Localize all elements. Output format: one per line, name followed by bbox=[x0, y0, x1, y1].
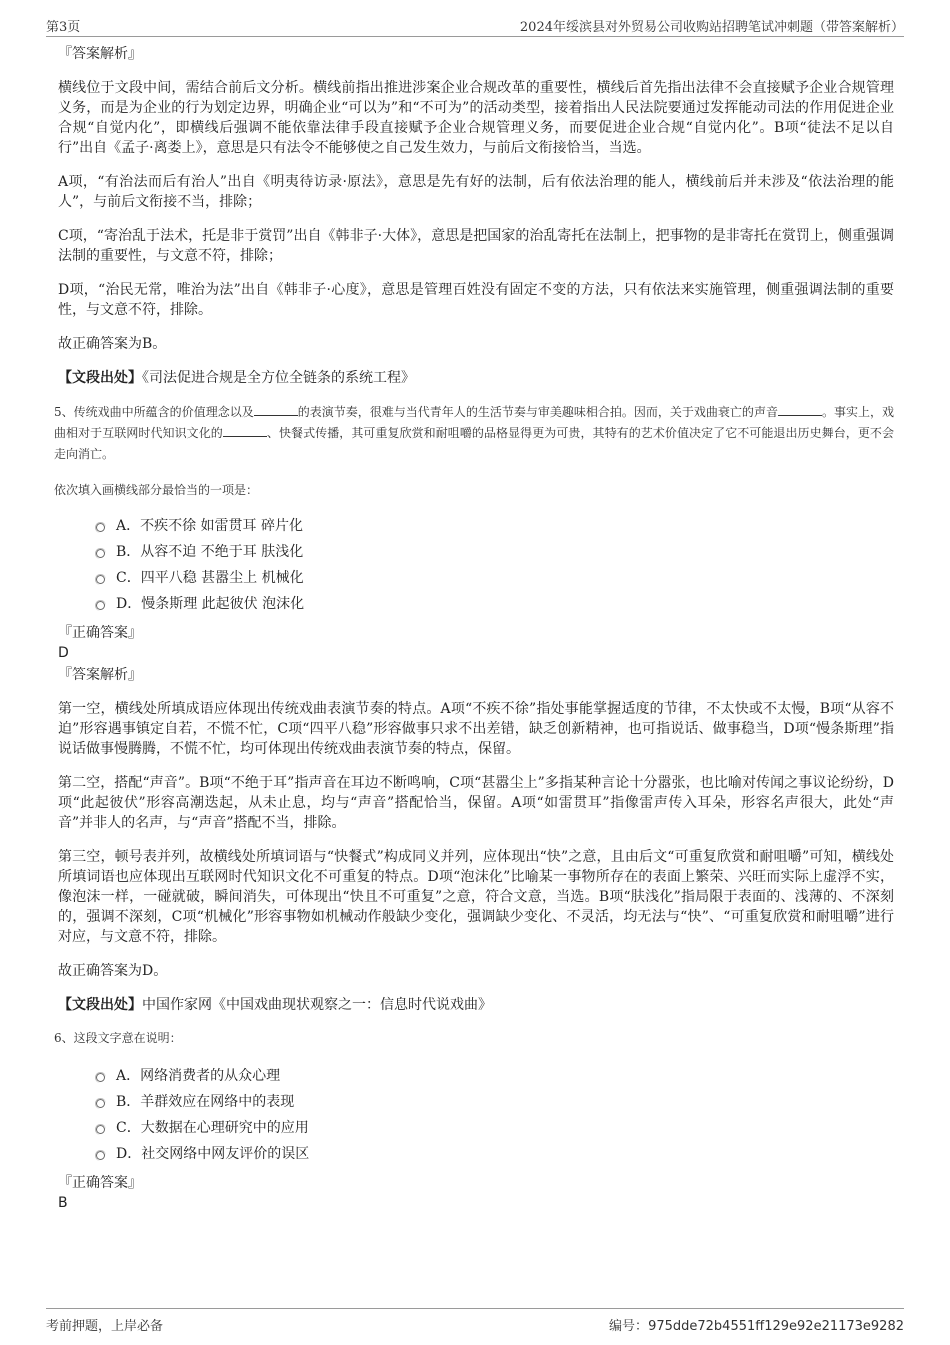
q5-option-b[interactable]: B．从容不迫 不绝于耳 肤浅化 bbox=[96, 539, 894, 565]
radio-icon[interactable] bbox=[96, 1125, 105, 1134]
blank-line bbox=[223, 423, 267, 437]
q5-option-c[interactable]: C．四平八稳 甚嚣尘上 机械化 bbox=[96, 565, 894, 591]
footer-code bbox=[609, 1315, 904, 1334]
q5-analysis-label: 『答案解析』 bbox=[58, 667, 142, 683]
page-footer bbox=[46, 1308, 904, 1334]
q4-analysis-paragraph: A项，“有治法而后有治人”出自《明夷待访录·原法》，意思是先有好的法制，后有依法治理的能人，横线前后并未涉及“依法治理的能人”，与前后文衔接不当，排除； bbox=[58, 174, 894, 210]
q6-option-b[interactable]: B．羊群效应在网络中的表现 bbox=[96, 1089, 894, 1115]
radio-icon[interactable] bbox=[96, 1073, 105, 1082]
q4-analysis-paragraph: C项，“寄治乱于法术，托是非于赏罚”出自《韩非子·大体》，意思是把国家的治乱寄托在法制上，把事物的是非寄托在赏罚上，侧重强调法制的重要性，与文意不符，排除； bbox=[58, 228, 894, 264]
q5-option-a[interactable]: A．不疾不徐 如雷贯耳 碎片化 bbox=[96, 513, 894, 539]
q4-analysis-label: 『答案解析』 bbox=[58, 46, 142, 62]
page-header bbox=[46, 10, 904, 37]
q6-stem: 6、这段文字意在说明： bbox=[54, 1031, 182, 1045]
radio-icon[interactable] bbox=[96, 1151, 105, 1160]
q4-analysis-paragraph: 横线位于文段中间，需结合前后文分析。横线前指出推进涉案企业合规改革的重要性，横线后首先指出法律不会直接赋予企业合规管理义务，而是为企业的行为划定边界，明确企业“可以为”和“不可为”的活动类型，接着指出人民法院要通过发挥能动司法的作用促进企业合规“自觉内化”，即横线后强调不能依靠法律手段直接赋予企业合规管理义务，而要促进企业合规“自觉内化”。B项“徒法不足以自行”出自《孟子·离娄上》，意思是只有法令不能够使之自己发生效力，与前后文衔接恰当，当选。 bbox=[58, 80, 894, 156]
q5-option-d[interactable]: D．慢条斯理 此起彼伏 泡沫化 bbox=[96, 591, 894, 617]
q5-analysis-paragraph: 第一空，横线处所填成语应体现出传统戏曲表演节奏的特点。A项“不疾不徐”指处事能掌握适度的节律，不太快或不太慢，B项“从容不迫”形容遇事镇定自若，不慌不忙，C项“四平八稳”形容做事只求不出差错，缺乏创新精神，也可指说话、做事稳当，D项“慢条斯理”指说话做事慢腾腾，不慌不忙，均可体现出传统戏曲表演节奏的特点，保留。 bbox=[58, 701, 894, 757]
blank-line bbox=[778, 402, 822, 416]
q5-conclusion: 故正确答案为D。 bbox=[58, 963, 168, 979]
q5-options bbox=[96, 513, 894, 617]
q5-answer: D bbox=[58, 645, 69, 661]
q5-answer-label: 『正确答案』 bbox=[58, 625, 142, 641]
radio-icon[interactable] bbox=[96, 575, 105, 584]
q5-source bbox=[58, 995, 894, 1015]
q5-stem: 5、传统戏曲中所蕴含的价值理念以及 的表演节奏，很难与当代青年人的生活节奏与审美趣味相合拍。因而，关于戏曲衰亡的声音 。事实上，戏曲相对于互联网时代知识文化的 、快餐式传播，其可重复欣赏和耐咀嚼的品格显得更为可贵，其特有的艺术价值决定了它不可能退出历史舞台，更不会走向消亡。 bbox=[54, 402, 894, 465]
footer-slogan: 考前押题，上岸必备 bbox=[46, 1319, 164, 1334]
blank-line bbox=[254, 402, 298, 416]
q6-options bbox=[96, 1063, 894, 1167]
radio-icon[interactable] bbox=[96, 1099, 105, 1108]
q5-source-text: 中国作家网《中国戏曲现状观察之一：信息时代说戏曲》 bbox=[142, 997, 492, 1013]
footer-code-label: 编号： bbox=[609, 1319, 649, 1334]
q5-analysis-paragraph: 第二空，搭配“声音”。B项“不绝于耳”指声音在耳边不断鸣响，C项“甚嚣尘上”多指某种言论十分嚣张，也比喻对传闻之事议论纷纷，D项“此起彼伏”形容高潮迭起，从未止息，均与“声音”搭配恰当，保留。A项“如雷贯耳”指像雷声传入耳朵，形容名声很大，此处“声音”并非人的名声，与“声音”搭配不当，排除。 bbox=[58, 775, 894, 831]
footer-code-value: 975dde72b4551ff129e92e21173e9282 bbox=[648, 1319, 904, 1334]
q6-option-c[interactable]: C．大数据在心理研究中的应用 bbox=[96, 1115, 894, 1141]
q4-conclusion: 故正确答案为B。 bbox=[58, 336, 167, 352]
q4-source-text: 《司法促进合规是全方位全链条的系统工程》 bbox=[142, 370, 415, 386]
q5-prompt: 依次填入画横线部分最恰当的一项是： bbox=[54, 483, 259, 497]
page-number: 第3页 bbox=[46, 20, 81, 35]
q6-answer: B bbox=[58, 1195, 68, 1211]
q5-source-prefix: 【文段出处】 bbox=[58, 997, 142, 1013]
q4-analysis-paragraph: D项，“治民无常，唯治为法”出自《韩非子·心度》，意思是管理百姓没有固定不变的方法，只有依法来实施管理，侧重强调法制的重要性，与文意不符，排除。 bbox=[58, 282, 894, 318]
q6-answer-label: 『正确答案』 bbox=[58, 1175, 142, 1191]
q4-source bbox=[58, 368, 894, 388]
radio-icon[interactable] bbox=[96, 549, 105, 558]
q5-analysis-paragraph: 第三空，顿号表并列，故横线处所填词语与“快餐式”构成同义并列，应体现出“快”之意，且由后文“可重复欣赏和耐咀嚼”可知，横线处所填词语也应体现出互联网时代知识文化不可重复的特点。D项“泡沫化”比喻某一事物所存在的表面上繁荣、兴旺而实际上虚浮不实，像泡沫一样，一碰就破，瞬间消失，可体现出“快且不可重复”之意，符合文意，当选。B项“肤浅化”指局限于表面的、浅薄的、不深刻的，强调不深刻，C项“机械化”形容事物如机械动作般缺少变化，强调缺少变化、不灵活，均无法与“快”、“可重复欣赏和耐咀嚼”进行对应，与文意不符，排除。 bbox=[58, 849, 894, 945]
q6-option-a[interactable]: A．网络消费者的从众心理 bbox=[96, 1063, 894, 1089]
radio-icon[interactable] bbox=[96, 523, 105, 532]
q6-option-d[interactable]: D．社交网络中网友评价的误区 bbox=[96, 1141, 894, 1167]
document-title: 2024年绥滨县对外贸易公司收购站招聘笔试冲刺题（带答案解析） bbox=[519, 20, 904, 35]
radio-icon[interactable] bbox=[96, 601, 105, 610]
q4-source-prefix: 【文段出处】 bbox=[58, 370, 142, 386]
page-content bbox=[54, 44, 894, 1215]
